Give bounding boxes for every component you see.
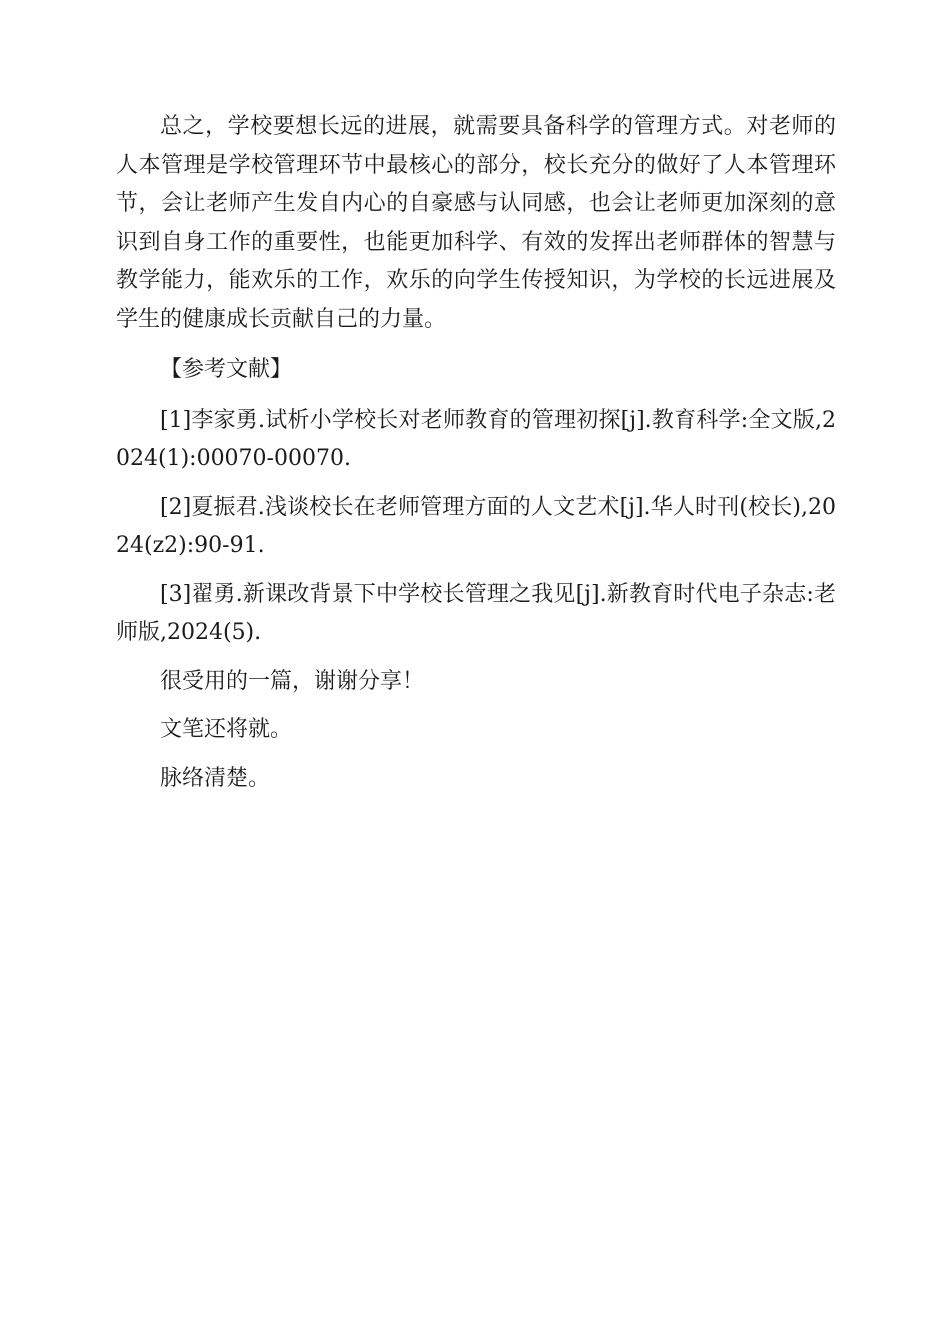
comment-3: 脉络清楚。 (160, 765, 271, 791)
reference-item-3: [3]翟勇.新课改背景下中学校长管理之我见[j].新教育时代电子杂志:老师版,2024(5). (116, 581, 836, 645)
conclusion-paragraph: 总之，学校要想长远的进展，就需要具备科学的管理方式。对老师的人本管理是学校管理环节中最核心的部分，校长充分的做好了人本管理环节，会让老师产生发自内心的自豪感与认同感，也会让老师更加深刻的意识到自身工作的重要性，也能更加科学、有效的发挥出老师群体的智慧与教学能力，能欢乐的工作，欢乐的向学生传授知识，为学校的长远进展及学生的健康成长贡献自己的力量。 (116, 114, 836, 332)
comment-1: 很受用的一篇，谢谢分享！ (160, 668, 425, 694)
document-page (116, 108, 836, 808)
reference-item-2: [2]夏振君.浅谈校长在老师管理方面的人文艺术[j].华人时刊(校长),2024(z2):90-91. (116, 494, 836, 558)
reference-item-1: [1]李家勇.试析小学校长对老师教育的管理初探[j].教育科学:全文版,2024(1):00070-00070. (116, 407, 836, 471)
references-heading: 【参考文献】 (160, 357, 293, 382)
comment-2: 文笔还将就。 (160, 717, 293, 742)
